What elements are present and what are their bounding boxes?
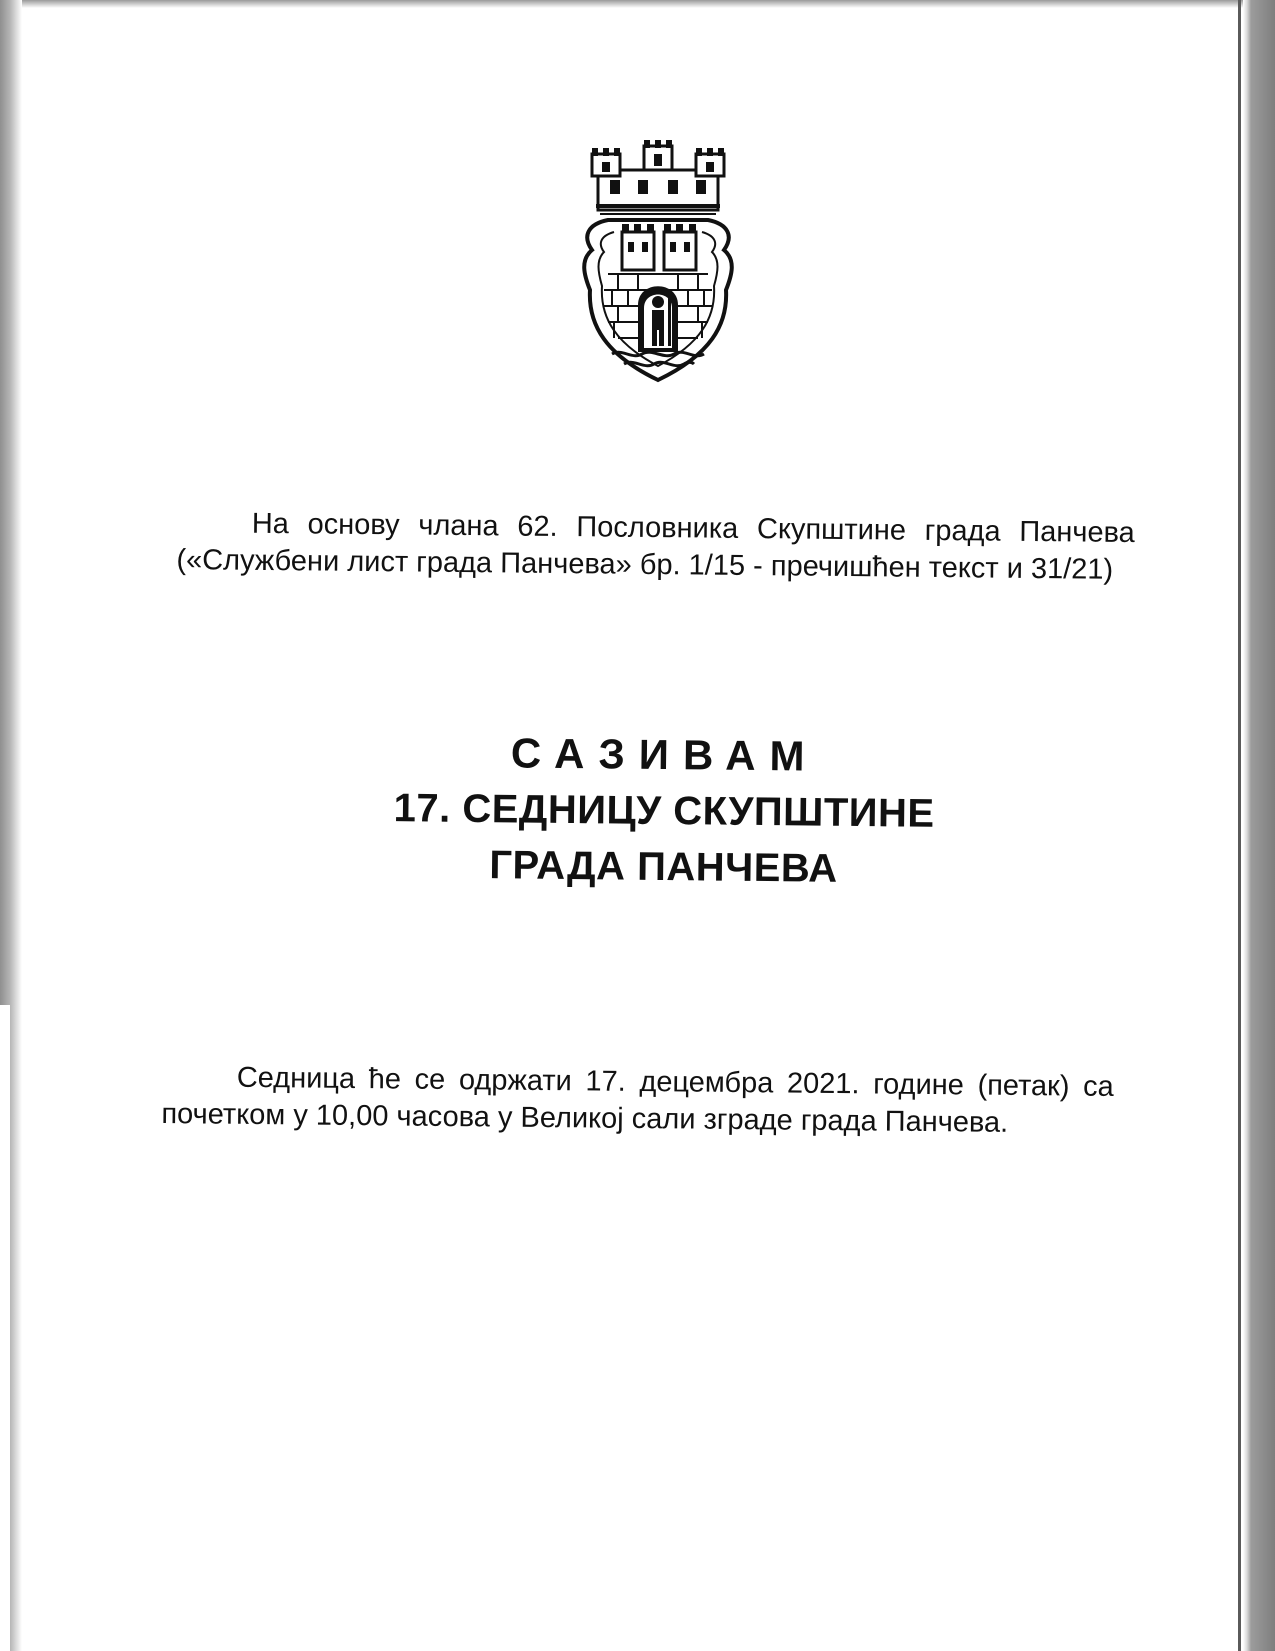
intro-paragraph: На основу члана 62. Пословника Скупштине града Панчева («Службени лист града Панчева» бр. 1/15 - пречишћен текст и 31/21) xyxy=(176,507,1135,586)
title-line-3: ГРАДА ПАНЧЕВА xyxy=(489,843,838,891)
scan-shadow-top xyxy=(0,0,1275,8)
sheet-edge xyxy=(1238,0,1241,1651)
coat-of-arms-icon xyxy=(578,140,738,395)
meeting-paragraph: Седница ће се одржати 17. децембра 2021. године (петак) са почетком у 10,00 часова у Великој сали зграде града Панчева. xyxy=(161,1061,1114,1139)
title-line-1: САЗИВАМ xyxy=(510,729,819,780)
scan-shadow-left-gap xyxy=(0,1005,10,1651)
scan-shadow-right xyxy=(1243,0,1275,1651)
page-title xyxy=(298,723,1030,899)
title-line-2: 17. СЕДНИЦУ СКУПШТИНЕ xyxy=(393,786,935,836)
